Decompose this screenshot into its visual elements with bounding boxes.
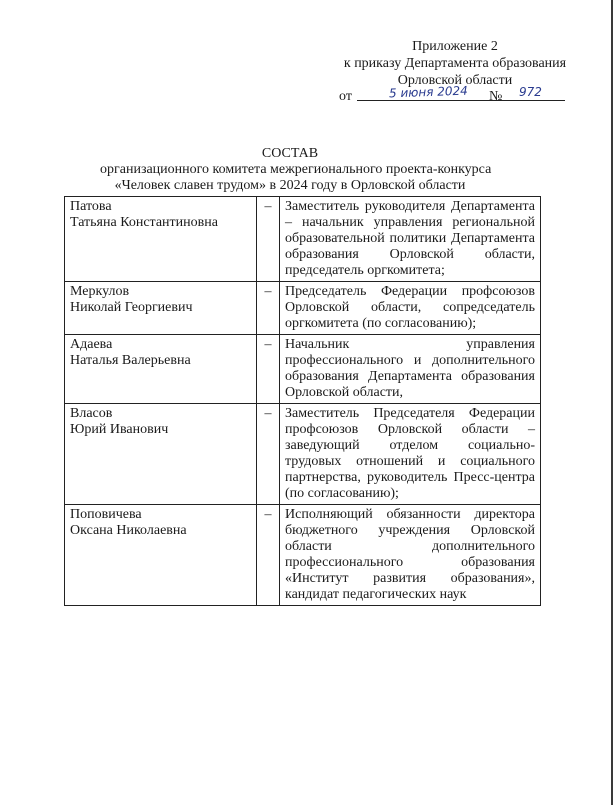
member-name — [65, 197, 257, 282]
dash-separator: – — [257, 505, 280, 606]
member-position: Исполняющий обязанности директора бюджетного учреждения Орловской области дополнительного профессионального образования «Институт развития образования», кандидат педагогических наук — [280, 505, 541, 606]
member-surname: Меркулов — [70, 284, 130, 299]
member-surname: Адаева — [70, 337, 113, 352]
member-given-names: Юрий Иванович — [70, 422, 169, 437]
table-row — [65, 335, 541, 404]
member-given-names: Николай Георгиевич — [70, 300, 193, 315]
dash-separator: – — [257, 282, 280, 335]
appendix-line: Орловской области — [397, 73, 513, 88]
document-title — [100, 146, 492, 194]
member-surname: Поповичева — [70, 507, 142, 522]
order-date-handwritten: 5 июня 2024 — [388, 83, 468, 101]
appendix-line: к приказу Департамента образования — [343, 56, 567, 71]
member-given-names: Татьяна Константиновна — [70, 215, 218, 230]
member-surname: Патова — [70, 199, 112, 214]
table-row — [65, 197, 541, 282]
dash-separator: – — [257, 404, 280, 505]
member-name — [65, 335, 257, 404]
member-position: Заместитель Председателя Федерации профсоюзов Орловской области – заведующий отделом социально-трудовых отношений и социального партнерства, руководитель Пресс-центра (по согласованию); — [280, 404, 541, 505]
member-position: Начальник управления профессионального и дополнительного образования Департамента образования Орловской области, — [280, 335, 541, 404]
order-reference — [339, 83, 589, 106]
table-row — [65, 282, 541, 335]
order-prefix: от — [339, 89, 352, 104]
table-row — [65, 505, 541, 606]
appendix-line: Приложение 2 — [412, 39, 498, 54]
title-line: СОСТАВ — [261, 146, 319, 161]
order-number-handwritten: 972 — [519, 85, 542, 99]
member-name — [65, 505, 257, 606]
appendix-header — [330, 38, 580, 89]
members-table — [64, 196, 541, 606]
number-sign: № — [489, 89, 503, 104]
member-position: Заместитель руководителя Департамента – начальник управления региональной образовательной политики Департамента образования Орловской области, председатель оргкомитета; — [280, 197, 541, 282]
table-row — [65, 404, 541, 505]
dash-separator: – — [257, 335, 280, 404]
title-line: «Человек славен трудом» в 2024 году в Орловской области — [114, 178, 466, 193]
member-surname: Власов — [70, 406, 113, 421]
member-position: Председатель Федерации профсоюзов Орловской области, сопредседатель оргкомитета (по согласованию); — [280, 282, 541, 335]
member-given-names: Наталья Валерьевна — [70, 353, 191, 368]
member-name — [65, 404, 257, 505]
title-line: организационного комитета межрегионального проекта-конкурса — [100, 162, 492, 177]
member-given-names: Оксана Николаевна — [70, 523, 187, 538]
dash-separator: – — [257, 197, 280, 282]
member-name — [65, 282, 257, 335]
